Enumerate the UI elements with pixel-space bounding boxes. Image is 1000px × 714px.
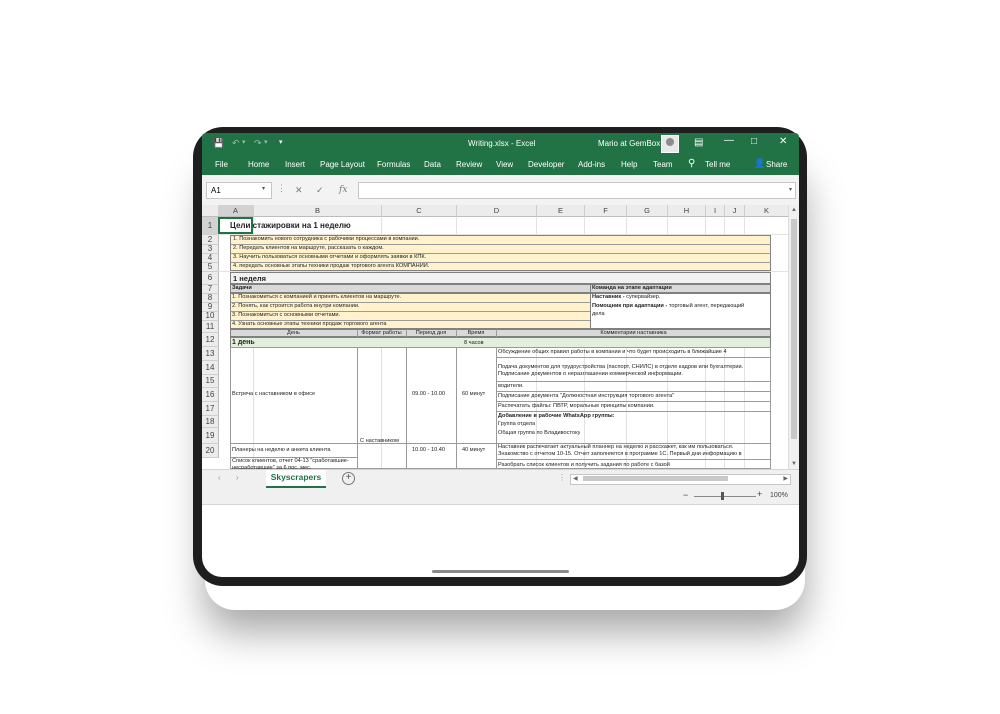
row-header[interactable]: 9	[202, 303, 219, 312]
column-header-h[interactable]: H	[668, 205, 706, 217]
row-header[interactable]: 12	[202, 333, 219, 347]
row-header[interactable]: 1	[202, 217, 219, 235]
activity-cell[interactable]: Встреча с наставником в офисе	[232, 391, 316, 397]
sheet-title[interactable]: Цели стажировки на 1 неделю	[230, 221, 351, 230]
column-header-c[interactable]: C	[382, 205, 457, 217]
task-item[interactable]: 1. Познакомиться с компанией и принять клиентов на маршруте.	[232, 294, 402, 300]
row-header[interactable]: 20	[202, 444, 219, 458]
sheet-tab-bar	[202, 469, 799, 489]
maximize-icon[interactable]: □	[751, 136, 758, 147]
comment-cell[interactable]: Обсуждение общих правил работы в компании и что будет происходить в ближайшие 4	[498, 349, 727, 355]
comment-cell[interactable]: Наставник распечатает актуальный планнер на неделю и расскажет, как им пользоваться.	[498, 444, 734, 450]
redo-dropdown-icon[interactable]: ▾	[264, 139, 268, 146]
vertical-scroll-thumb[interactable]	[791, 219, 797, 439]
column-header-e[interactable]: E	[537, 205, 585, 217]
period-cell[interactable]: 10.00 - 10.40	[412, 447, 445, 453]
home-indicator	[432, 570, 569, 573]
row-header[interactable]: 8	[202, 294, 219, 303]
zoom-level[interactable]: 100%	[770, 492, 788, 499]
tab-formulas[interactable]: Formulas	[377, 160, 411, 169]
comment-cell[interactable]: Общая группа по Владивостоку	[498, 430, 581, 436]
zoom-out-button[interactable]: −	[683, 490, 689, 500]
title-bar	[202, 133, 799, 154]
tasks-header[interactable]: Задачи	[232, 285, 252, 291]
tab-help[interactable]: Help	[621, 160, 638, 169]
sheet-tab-skyscrapers[interactable]: Skyscrapers	[266, 470, 326, 488]
user-name[interactable]: Mario at GemBox	[598, 139, 661, 148]
tab-data[interactable]: Data	[424, 160, 441, 169]
row-header[interactable]: 4	[202, 254, 219, 263]
insert-function-icon[interactable]: fx	[339, 185, 348, 195]
formula-divider-icon: ⋮	[277, 183, 286, 193]
minimize-icon[interactable]: —	[724, 135, 734, 146]
header-day[interactable]: День	[287, 330, 300, 336]
row-header[interactable]: 14	[202, 361, 219, 375]
tell-me-box[interactable]: Tell me	[705, 160, 731, 169]
cancel-icon[interactable]: ✕	[295, 185, 303, 195]
comment-cell[interactable]: Разобрать список клиентов и получить задания по работе с базой	[498, 462, 670, 468]
customize-toolbar-icon[interactable]: ▾	[279, 139, 283, 146]
comment-cell[interactable]: Распечатать файлы: ПВТР, моральные принципы компании.	[498, 403, 655, 409]
name-box-dropdown-icon[interactable]: ▾	[262, 186, 266, 192]
user-avatar[interactable]	[661, 135, 679, 153]
goal-item[interactable]: 1. Познакомить нового сотрудника с рабочими процессами в компании.	[233, 236, 420, 242]
period-cell[interactable]: 09.00 - 10.00	[412, 391, 445, 397]
row-header[interactable]: 10	[202, 312, 219, 321]
team-header[interactable]: Команда на этапе адаптации	[592, 285, 672, 291]
scroll-down-icon[interactable]: ▼	[791, 461, 797, 467]
row-header[interactable]: 6	[202, 272, 219, 285]
row-header[interactable]: 19	[202, 428, 219, 444]
next-sheet-icon[interactable]: ›	[236, 473, 239, 482]
share-button[interactable]: Share	[766, 160, 788, 169]
header-format[interactable]: Формат работы	[361, 330, 402, 336]
close-icon[interactable]: ✕	[779, 136, 788, 147]
tab-insert[interactable]: Insert	[285, 160, 306, 169]
week-title[interactable]: 1 неделя	[233, 274, 267, 283]
zoom-slider-thumb[interactable]	[721, 492, 724, 500]
goal-item[interactable]: 3. Научить пользоваться основными отчетами и оформлять заявки в КПК.	[233, 254, 427, 260]
tab-home[interactable]: Home	[248, 160, 270, 169]
helper-cell-cont[interactable]: дела	[592, 311, 605, 317]
activity-cell[interactable]: Список клиентов, отчет 04-13 "сработавшие-	[232, 458, 349, 464]
comment-cell[interactable]: Подписание документов о неразглашении коммерческой информации.	[498, 371, 683, 377]
day1-label[interactable]: 1 день	[232, 339, 255, 346]
header-period[interactable]: Период дня	[415, 330, 447, 336]
horizontal-scrollbar[interactable]	[570, 474, 791, 485]
tab-developer[interactable]: Developer	[528, 160, 565, 169]
comment-cell[interactable]: Добавление в рабочие WhatsApp группы:	[498, 413, 615, 419]
share-icon: 👤	[754, 158, 766, 168]
row-header[interactable]: 11	[202, 321, 219, 333]
vertical-scrollbar[interactable]	[788, 205, 799, 469]
time-cell[interactable]: 40 минут	[462, 447, 486, 453]
lightbulb-icon: ⚲	[688, 158, 696, 169]
horizontal-scroll-thumb[interactable]	[583, 476, 728, 481]
week-header-cell	[230, 272, 771, 284]
row-header[interactable]: 3	[202, 245, 219, 254]
row-header[interactable]: 13	[202, 347, 219, 361]
row-header[interactable]: 7	[202, 285, 219, 294]
row-header[interactable]: 5	[202, 263, 219, 272]
tasks-header-cell	[230, 284, 591, 293]
name-box[interactable]	[206, 182, 272, 199]
comment-cell[interactable]: Подписание документа "Должностная инструкция торгового агента"	[498, 393, 675, 399]
header-time[interactable]: Время	[467, 330, 485, 336]
tab-file[interactable]: File	[215, 160, 228, 169]
scroll-left-icon[interactable]: ◀	[573, 476, 578, 482]
formula-input[interactable]	[358, 182, 796, 199]
column-header-f[interactable]: F	[585, 205, 627, 217]
row-header[interactable]: 18	[202, 416, 219, 428]
mentor-cell[interactable]: Наставник - супервайзер.	[592, 294, 661, 300]
time-cell[interactable]: 60 минут	[462, 391, 486, 397]
redo-icon[interactable]: ↷	[254, 138, 262, 148]
helper-cell[interactable]: Помощник при адаптации - торговый агент, передающий	[592, 303, 745, 309]
task-item[interactable]: 3. Познакомиться с основными отчетами.	[232, 312, 341, 318]
column-header-k[interactable]: K	[745, 205, 789, 217]
undo-icon[interactable]: ↶	[232, 138, 240, 148]
comment-cell[interactable]: Группа отдела	[498, 421, 536, 427]
tab-add-ins[interactable]: Add-ins	[578, 160, 606, 169]
enter-icon[interactable]: ✓	[316, 185, 324, 195]
row-header[interactable]: 15	[202, 375, 219, 388]
select-all-corner[interactable]	[202, 205, 219, 217]
goal-item[interactable]: 2. Передать клиентов на маршруте, рассказать о каждом.	[233, 245, 384, 251]
row-header[interactable]: 16	[202, 388, 219, 402]
task-item[interactable]: 2. Понять, как строится работа внутри компании.	[232, 303, 360, 309]
column-header-i[interactable]: I	[706, 205, 725, 217]
row-header[interactable]: 2	[202, 235, 219, 245]
format-cell[interactable]: С наставником	[360, 438, 399, 444]
window-title: Writing.xlsx - Excel	[468, 139, 536, 148]
row-header[interactable]: 17	[202, 402, 219, 416]
save-icon[interactable]: 💾	[213, 138, 225, 148]
column-header-d[interactable]: D	[457, 205, 537, 217]
activity-cell[interactable]: несработавшие" за 6 пос. мес.	[232, 465, 312, 469]
undo-dropdown-icon[interactable]: ▾	[242, 139, 246, 146]
comment-cell[interactable]: водители.	[498, 383, 524, 389]
tab-page-layout[interactable]: Page Layout	[320, 160, 365, 169]
excel-window	[202, 133, 799, 577]
add-sheet-icon[interactable]: +	[342, 472, 355, 485]
prev-sheet-icon[interactable]: ‹	[218, 473, 221, 482]
comment-cell[interactable]: Знакомство с отчетом 10-15. Отчет заполняется в программе 1С. Первый дни информацию в	[498, 451, 742, 457]
comment-cell[interactable]: Подача документов для трудоустройства (паспорт, СНИЛС) в отделе кадров или бухгалтерии.	[498, 364, 744, 370]
status-bar	[202, 488, 799, 505]
column-header-g[interactable]: G	[627, 205, 668, 217]
task-item[interactable]: 4. Узнать основные этапы техники продаж торгового агента	[232, 321, 387, 327]
column-header-a[interactable]: A	[218, 205, 254, 217]
scroll-right-icon[interactable]: ▶	[783, 476, 788, 482]
ribbon-tabs	[202, 154, 799, 175]
worksheet-grid[interactable]	[202, 205, 799, 469]
tab-view[interactable]: View	[496, 160, 514, 169]
name-box-value: A1	[211, 186, 221, 195]
header-comments[interactable]: Комментарии наставника	[600, 330, 667, 336]
scroll-up-icon[interactable]: ▲	[791, 207, 797, 213]
zoom-in-button[interactable]: +	[757, 489, 763, 499]
goal-item[interactable]: 4. передать основные этапы техники продаж торгового агента КОМПАНИИ.	[233, 263, 430, 269]
day1-hours[interactable]: 8 часов	[464, 340, 484, 346]
tab-split-icon[interactable]: ⋮	[558, 473, 566, 482]
tab-team[interactable]: Team	[653, 160, 673, 169]
column-header-j[interactable]: J	[725, 205, 745, 217]
expand-formula-icon[interactable]: ▾	[788, 187, 792, 193]
formula-bar	[202, 175, 799, 206]
ribbon-display-icon[interactable]: ▤	[694, 137, 704, 148]
tab-review[interactable]: Review	[456, 160, 483, 169]
column-header-b[interactable]: B	[254, 205, 382, 217]
zoom-slider[interactable]	[694, 496, 756, 497]
activity-cell[interactable]: Планеры на неделю и анкета клиента	[232, 447, 331, 453]
